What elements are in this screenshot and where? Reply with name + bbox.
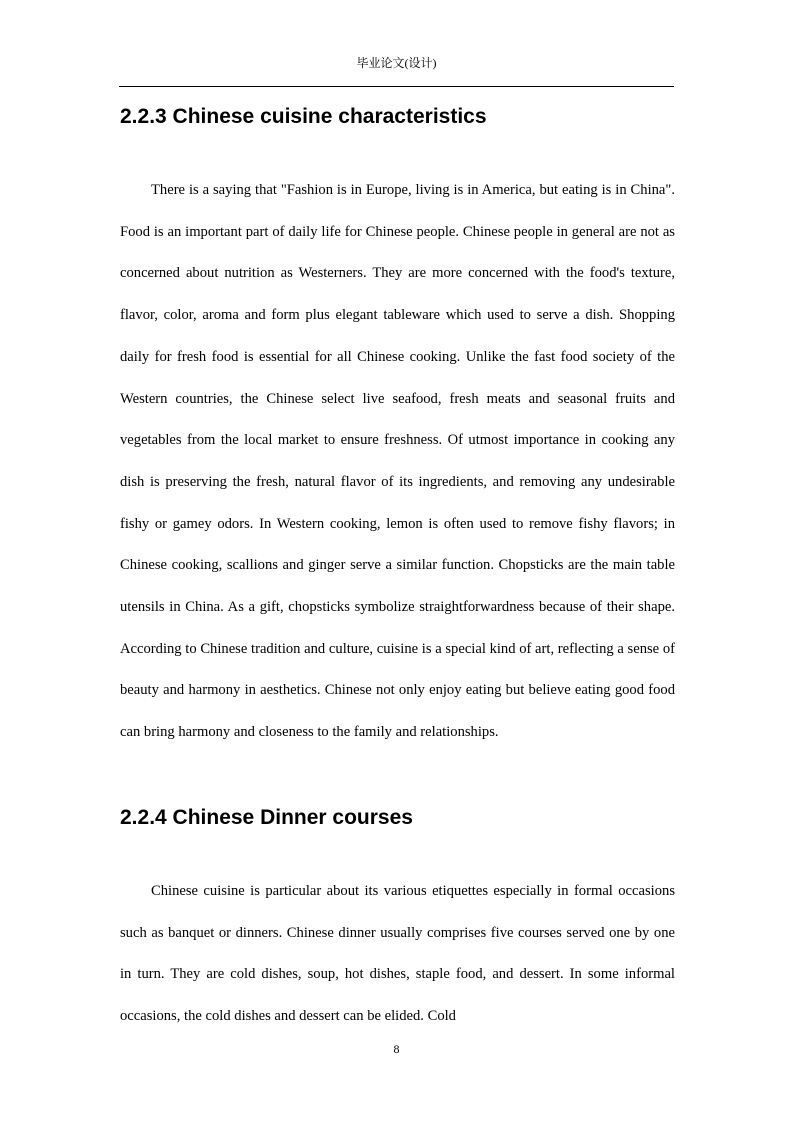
page-number: 8 xyxy=(393,1042,400,1056)
running-header: 毕业论文(设计) xyxy=(356,56,437,70)
header-divider xyxy=(119,86,674,87)
body-paragraph: Chinese cuisine is particular about its various etiquettes especially in formal occasions such as banquet or dinners. Chinese dinner usually comprises five courses served one by one in turn. They are cold dishes, soup, hot dishes, staple food, and dessert. In some informal occasions, the cold dishes and dessert can be elided. Cold xyxy=(120,883,675,1025)
section-heading: 2.2.4 Chinese Dinner courses xyxy=(120,806,413,829)
body-paragraph: There is a saying that "Fashion is in Europe, living is in America, but eating is in China". Food is an important part of daily life for Chinese people. Chinese people in general are not as concerned about nutrition as Westerners. They are more concerned with the food's texture, flavor, color, aroma and form plus elegant tableware which used to serve a dish. Shopping daily for fresh food is essential for all Chinese cooking. Unlike the fast food society of the Western countries, the Chinese select live seafood, fresh meats and seasonal fruits and vegetables from the local market to ensure freshness. Of utmost importance in cooking any dish is preserving the fresh, natural flavor of its ingredients, and removing any undesirable fishy or gamey odors. In Western cooking, lemon is often used to remove fishy flavors; in Chinese cooking, scallions and ginger serve a similar function. Chopsticks are the main table utensils in China. As a gift, chopsticks symbolize straightforwardness because of their shape. According to Chinese tradition and culture, cuisine is a special kind of art, reflecting a sense of beauty and harmony in aesthetics. Chinese not only enjoy eating but believe eating good food can bring harmony and closeness to the family and relationships. xyxy=(120,182,675,741)
section-cuisine-characteristics xyxy=(120,103,675,754)
section-heading: 2.2.3 Chinese cuisine characteristics xyxy=(120,105,487,128)
section-dinner-courses xyxy=(120,804,675,1038)
